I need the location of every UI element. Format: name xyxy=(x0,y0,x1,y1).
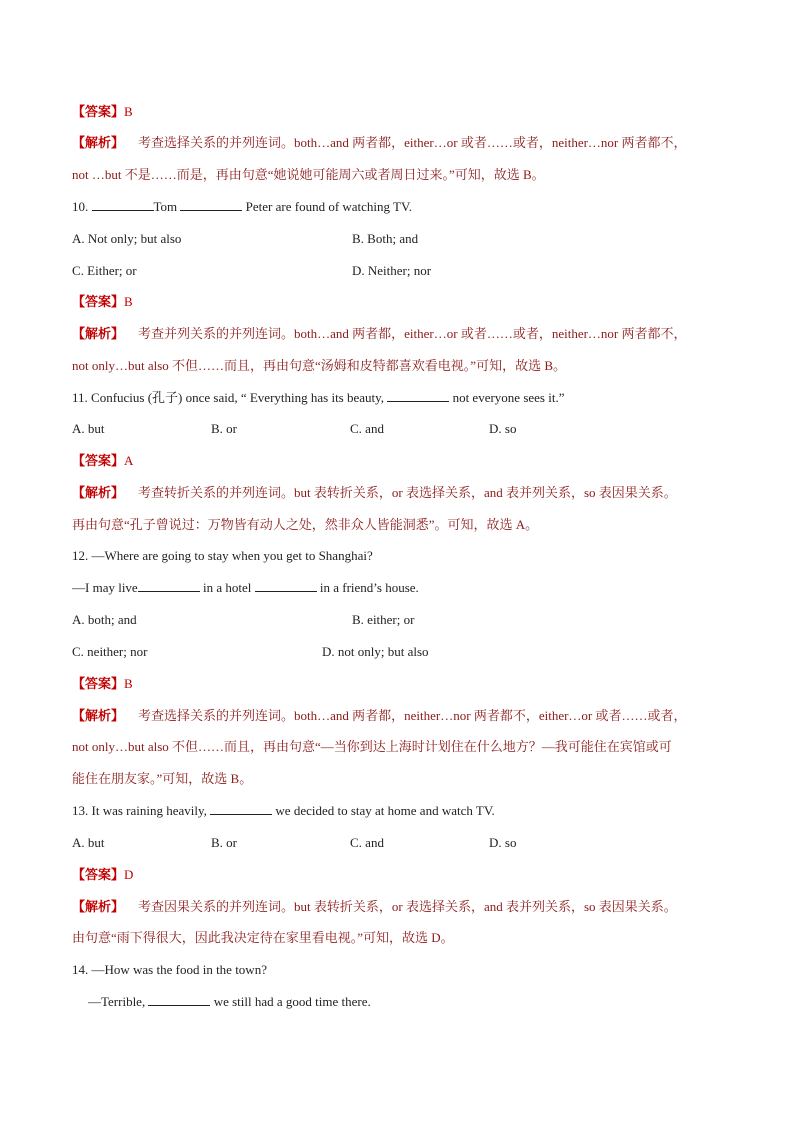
analysis-text: 能住在朋友家。”可知，故选 B。 xyxy=(72,771,253,786)
option-item: A. but xyxy=(72,835,105,850)
question-line xyxy=(72,547,373,565)
question-text: not everyone sees it.” xyxy=(449,390,565,405)
analysis-label: 【解析】 xyxy=(72,136,125,151)
answer-label: 【答案】 xyxy=(72,105,125,120)
option-item: C. and xyxy=(350,421,384,436)
answer-value: B xyxy=(124,104,133,119)
answer-value: B xyxy=(124,294,133,309)
analysis-line xyxy=(72,738,672,756)
question-text: in a friend’s house. xyxy=(316,580,419,595)
analysis-label: 【解析】 xyxy=(72,709,125,724)
analysis-text: not …but 不是……而是，再由句意“她说她可能周六或者周日过来。”可知，故选 B。 xyxy=(72,167,545,182)
analysis-line xyxy=(72,325,687,344)
question-text: —Terrible, xyxy=(88,994,149,1009)
option-item: A. both; and xyxy=(72,612,137,627)
question-text: 14. —How was the food in the town? xyxy=(72,962,267,977)
question-text: we decided to stay at home and watch TV. xyxy=(272,803,495,818)
answer-blank xyxy=(138,579,200,592)
answer-value: A xyxy=(124,453,134,468)
option-item: A. but xyxy=(72,421,105,436)
analysis-line xyxy=(72,898,677,917)
question-line xyxy=(72,579,419,597)
analysis-line xyxy=(72,929,454,947)
answer-value: B xyxy=(124,676,133,691)
analysis-text: 由句意“雨下得很大，因此我决定待在家里看电视。”可知，故选 D。 xyxy=(72,930,454,945)
option-item: D. Neither; nor xyxy=(352,263,432,278)
question-text: Peter are found of watching TV. xyxy=(242,199,412,214)
option-item: D. so xyxy=(489,835,517,850)
question-line xyxy=(72,389,564,407)
analysis-text: 考查选择关系的并列连词。both…and 两者都，either…or 或者……或者，neither…nor 两者都不， xyxy=(138,135,687,150)
analysis-label: 【解析】 xyxy=(72,486,125,501)
answer-line xyxy=(72,866,133,885)
question-text: —I may live xyxy=(72,580,138,595)
analysis-line xyxy=(72,484,677,503)
option-item: B. either; or xyxy=(352,612,415,627)
analysis-text: 考查因果关系的并列连词。but 表转折关系，or 表选择关系，and 表并列关系，so 表因果关系。 xyxy=(138,899,677,914)
analysis-label: 【解析】 xyxy=(72,900,125,915)
analysis-line xyxy=(72,166,545,184)
option-item: D. not only; but also xyxy=(322,644,429,659)
question-text: we still had a good time there. xyxy=(210,994,371,1009)
answer-blank xyxy=(148,993,210,1006)
answer-blank xyxy=(210,802,272,815)
analysis-text: 考查并列关系的并列连词。both…and 两者都，either…or 或者……或者，neither…nor 两者都不， xyxy=(138,326,687,341)
option-item: C. neither; nor xyxy=(72,644,148,659)
analysis-line xyxy=(72,357,566,375)
analysis-text: 考查选择关系的并列连词。both…and 两者都，neither…nor 两者都不，either…or 或者……或者， xyxy=(138,708,687,723)
option-item: B. or xyxy=(211,421,237,436)
answer-label: 【答案】 xyxy=(72,454,125,469)
option-item: D. so xyxy=(489,421,517,436)
question-text: in a hotel xyxy=(199,580,255,595)
question-text: 13. It was raining heavily, xyxy=(72,803,211,818)
option-item: B. or xyxy=(211,835,237,850)
answer-blank xyxy=(92,198,154,211)
analysis-label: 【解析】 xyxy=(72,327,125,342)
answer-blank xyxy=(180,198,242,211)
question-line xyxy=(72,961,267,979)
option-item: C. and xyxy=(350,835,384,850)
answer-line xyxy=(72,103,133,122)
analysis-line xyxy=(72,134,687,153)
analysis-text: 再由句意“孔子曾说过：万物皆有动人之处，然非众人皆能洞悉”。可知，故选 A。 xyxy=(72,517,539,532)
option-item: B. Both; and xyxy=(352,231,419,246)
option-item: C. Either; or xyxy=(72,263,137,278)
question-text: Tom xyxy=(153,199,181,214)
answer-blank xyxy=(387,389,449,402)
analysis-line xyxy=(72,707,687,726)
analysis-text: 考查转折关系的并列连词。but 表转折关系，or 表选择关系，and 表并列关系，so 表因果关系。 xyxy=(138,485,677,500)
option-item: A. Not only; but also xyxy=(72,231,182,246)
answer-label: 【答案】 xyxy=(72,677,125,692)
analysis-line xyxy=(72,516,538,534)
question-text: 11. Confucius (孔子) once said, “ Everything has its beauty, xyxy=(72,390,388,405)
answer-line xyxy=(72,452,133,471)
answer-line xyxy=(72,293,133,312)
question-text: 12. —Where are going to stay when you get to Shanghai? xyxy=(72,548,373,563)
question-line xyxy=(72,198,412,216)
answer-label: 【答案】 xyxy=(72,295,125,310)
analysis-line xyxy=(72,770,252,788)
answer-blank xyxy=(255,579,317,592)
answer-label: 【答案】 xyxy=(72,868,125,883)
answer-line xyxy=(72,675,133,694)
question-text: 10. xyxy=(72,199,92,214)
analysis-text: not only…but also 不但……而且，再由句意“—当你到达上海时计划住在什么地方？—我可能住在宾馆或可 xyxy=(72,739,672,754)
question-line xyxy=(72,802,495,820)
answer-value: D xyxy=(124,867,134,882)
analysis-text: not only…but also 不但……而且，再由句意“汤姆和皮特都喜欢看电视。”可知，故选 B。 xyxy=(72,358,566,373)
question-line xyxy=(88,993,371,1011)
